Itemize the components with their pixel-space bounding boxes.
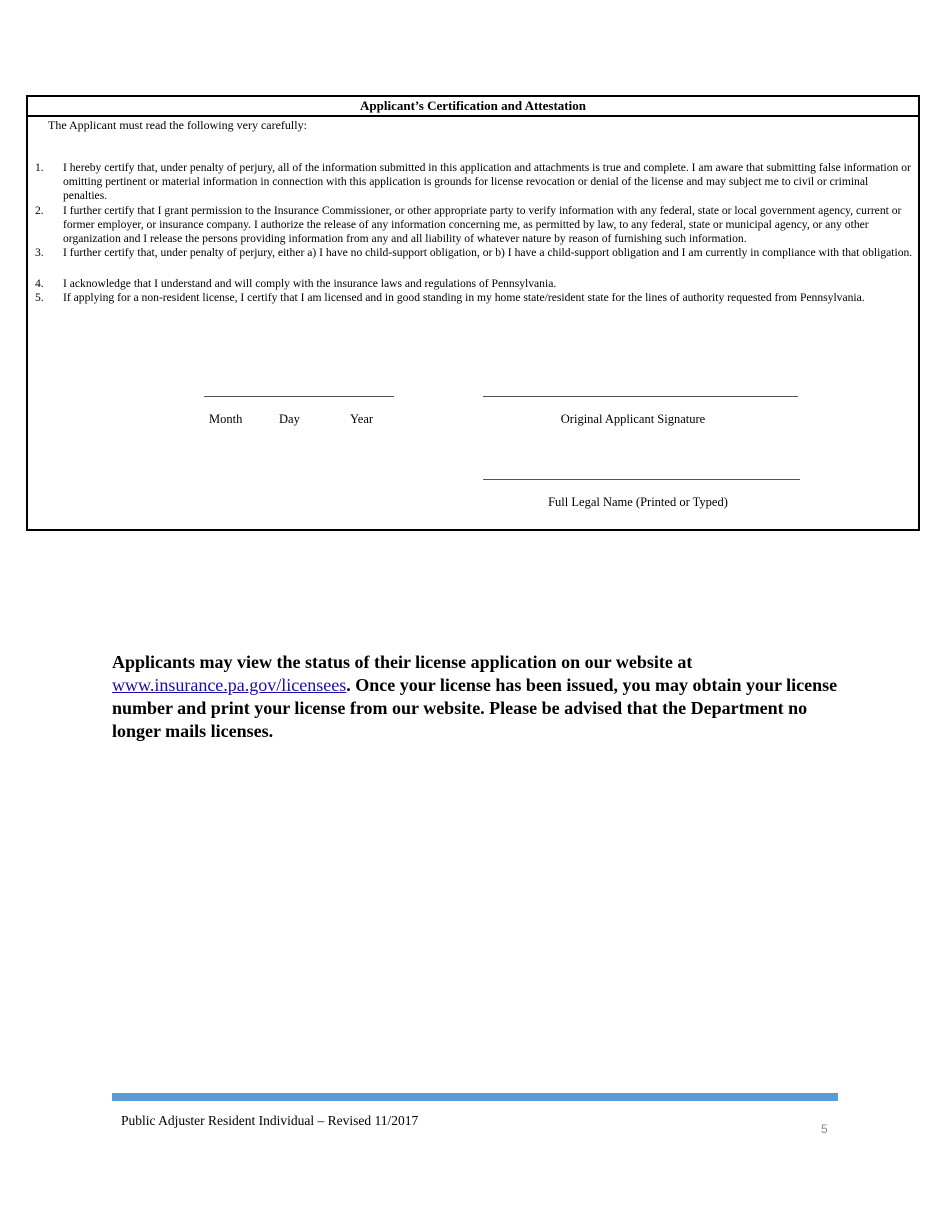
item-text: I hereby certify that, under penalty of perjury, all of the information submitted in this application and attachments is true and complete. I am aware that submitting false information or omitting pertinent or material information in connection with this application is grounds for license revocation or denial of the license and may subject me to civil or criminal penalties. (63, 161, 911, 203)
licensees-website-link[interactable]: www.insurance.pa.gov/licensees (112, 675, 347, 695)
certification-box (26, 95, 920, 531)
signature-label: Original Applicant Signature (560, 412, 706, 426)
full-name-line[interactable] (483, 479, 800, 480)
item-number: 1. (35, 161, 44, 174)
notice-text-after: . Once your license has been issued, you may obtain your license number and print your license from our website. Please be advised that the Department no longer mails licenses. (112, 675, 838, 741)
footer-text: Public Adjuster Resident Individual – Revised 11/2017 (121, 1113, 419, 1128)
month-label: Month (209, 412, 243, 426)
date-line[interactable] (204, 396, 394, 397)
license-status-notice (112, 651, 842, 743)
item-text: I acknowledge that I understand and will comply with the insurance laws and regulations of Pennsylvania. (63, 277, 557, 290)
day-label: Day (279, 412, 300, 426)
signature-line[interactable] (483, 396, 798, 397)
footer-accent-bar (112, 1093, 838, 1101)
item-text: If applying for a non-resident license, I certify that I am licensed and in good standing in my home state/resident state for the lines of authority requested from Pennsylvania. (63, 291, 865, 304)
certification-intro: The Applicant must read the following very carefully: (48, 118, 307, 132)
item-number: 3. (35, 246, 44, 259)
item-number: 4. (35, 277, 44, 290)
item-number: 2. (35, 204, 44, 217)
year-label: Year (350, 412, 374, 426)
certification-title: Applicant’s Certification and Attestation (28, 97, 918, 117)
full-name-label: Full Legal Name (Printed or Typed) (548, 495, 728, 509)
item-number: 5. (35, 291, 44, 304)
item-text: I further certify that, under penalty of perjury, either a) I have no child-support obligation, or b) I have a child-support obligation and I am currently in compliance with that obligation. (63, 246, 913, 259)
page-number: 5 (821, 1122, 828, 1136)
item-text: I further certify that I grant permission to the Insurance Commissioner, or other appropriate party to verify information with any federal, state or local government agency, current or former employer, or insurance company. I authorize the release of any information concerning me, as permitted by law, to any federal, state or municipal agency, or any other organization and I release the persons providing information from any and all liability of whatever nature by reason of furnishing such information. (63, 204, 902, 246)
notice-text-before: Applicants may view the status of their license application on our website at (112, 652, 693, 672)
